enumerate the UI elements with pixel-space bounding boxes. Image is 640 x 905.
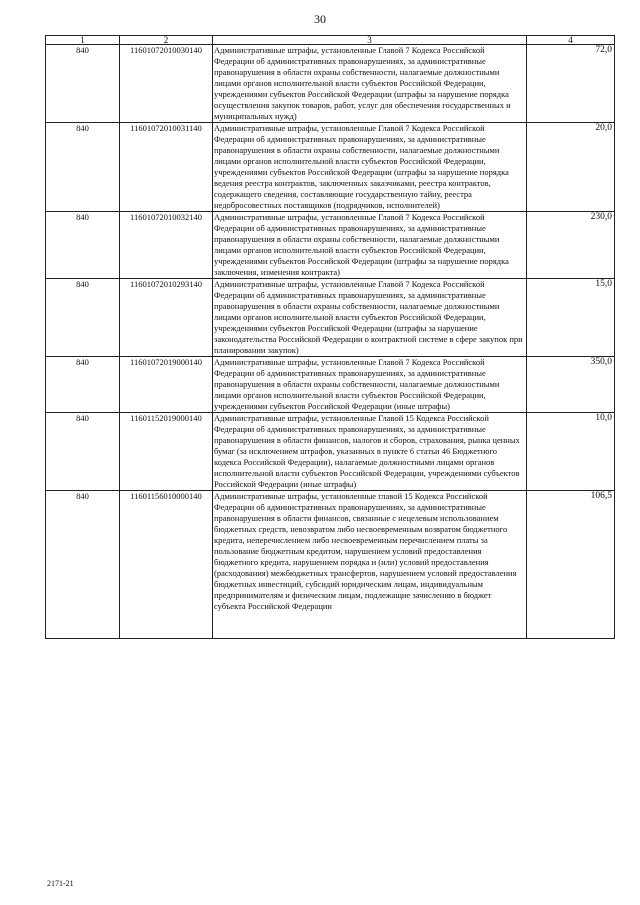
income-name-cell: Административные штрафы, установленные Главой 7 Кодекса Российской Федерации об административных правонарушениях, за административные правонарушения в области охраны собственности, налагаемые должностными лицами органов исполнительной власти субъектов Российской Федерации, учреждениями субъектов Российской Федерации (иные штрафы) xyxy=(213,357,527,413)
table-row xyxy=(46,491,615,639)
amount-cell: 15,0 xyxy=(527,279,615,357)
income-name-cell: Административные штрафы, установленные Главой 7 Кодекса Российской Федерации об административных правонарушениях, за административные правонарушения в области охраны собственности, налагаемые должностными лицами органов исполнительной власти субъектов Российской Федерации, учреждениями субъектов Российской Федерации (штрафы за нарушение порядка ведения реестра контрактов, заключенных заказчиками, реестра контрактов, содержащего сведения, составляющие государственную тайну, реестра недобросовестных поставщиков (подрядчиков, исполнителей) xyxy=(213,123,527,212)
amount-cell: 350,0 xyxy=(527,357,615,413)
admin-code-cell: 840 xyxy=(46,212,120,279)
kbk-code-cell: 11601072010293140 xyxy=(120,279,213,357)
amount-cell: 230,0 xyxy=(527,212,615,279)
table-row xyxy=(46,212,615,279)
admin-code-cell: 840 xyxy=(46,413,120,491)
income-name-cell: Административные штрафы, установленные Главой 15 Кодекса Российской Федерации об административных правонарушениях, за административные правонарушения в области финансов, налогов и сборов, страхования, рынка ценных бумаг (за исключением штрафов, указанных в пункте 6 статьи 46 Бюджетного кодекса Российской Федерации), налагаемые должностными лицами органов исполнительной власти субъектов Российской Федерации, учреждениями субъектов Российской Федерации (иные штрафы) xyxy=(213,413,527,491)
kbk-code-cell: 11601072010030140 xyxy=(120,45,213,123)
table-header-row xyxy=(46,36,615,45)
table-row xyxy=(46,279,615,357)
page-number: 30 xyxy=(314,12,326,26)
admin-code-cell: 840 xyxy=(46,123,120,212)
table-row xyxy=(46,413,615,491)
revenue-table xyxy=(45,35,615,639)
column-header-4: 4 xyxy=(527,36,615,45)
admin-code-cell: 840 xyxy=(46,279,120,357)
column-header-1: 1 xyxy=(46,36,120,45)
table-row xyxy=(46,357,615,413)
document-footer-code: 2171-21 xyxy=(47,879,74,888)
kbk-code-cell: 11601152019000140 xyxy=(120,413,213,491)
table-row xyxy=(46,45,615,123)
column-header-3: 3 xyxy=(213,36,527,45)
kbk-code-cell: 11601156010000140 xyxy=(120,491,213,639)
income-name-cell: Административные штрафы, установленные главой 15 Кодекса Российской Федерации об административных правонарушениях, за административные правонарушения в области финансов, связанные с нецелевым использованием бюджетных средств, невозвратом либо несвоевременным возвратом бюджетного кредита, неперечислением либо несвоевременным перечислением платы за пользование бюджетным кредитом, нарушением условий предоставления бюджетного кредита, нарушением порядка и (или) условий предоставления (расходования) межбюджетных трансфертов, нарушением условий предоставления бюджетных инвестиций, субсидий юридическим лицам, индивидуальным предпринимателям и физическим лицам, подлежащие зачислению в бюджет субъекта Российской Федерации xyxy=(213,491,527,639)
admin-code-cell: 840 xyxy=(46,491,120,639)
amount-cell: 10,0 xyxy=(527,413,615,491)
column-header-2: 2 xyxy=(120,36,213,45)
admin-code-cell: 840 xyxy=(46,45,120,123)
kbk-code-cell: 11601072019000140 xyxy=(120,357,213,413)
income-name-cell: Административные штрафы, установленные Главой 7 Кодекса Российской Федерации об административных правонарушениях, за административные правонарушения в области охраны собственности, налагаемые должностными лицами органов исполнительной власти субъектов Российской Федерации, учреждениями субъектов Российской Федерации (штрафы за нарушение порядка заключения, изменения контракта) xyxy=(213,212,527,279)
kbk-code-cell: 11601072010031140 xyxy=(120,123,213,212)
amount-cell: 20,0 xyxy=(527,123,615,212)
admin-code-cell: 840 xyxy=(46,357,120,413)
income-name-cell: Административные штрафы, установленные Главой 7 Кодекса Российской Федерации об административных правонарушениях, за административные правонарушения в области охраны собственности, налагаемые должностными лицами органов исполнительной власти субъектов Российской Федерации, учреждениями субъектов Российской Федерации (штрафы за нарушение законодательства Российской Федерации о контрактной системе в сфере закупок при планировании закупок) xyxy=(213,279,527,357)
amount-cell: 72,0 xyxy=(527,45,615,123)
table-row xyxy=(46,123,615,212)
amount-cell: 106,5 xyxy=(527,491,615,639)
income-name-cell: Административные штрафы, установленные Главой 7 Кодекса Российской Федерации об административных правонарушениях, за административные правонарушения в области охраны собственности, налагаемые должностными лицами органов исполнительной власти субъектов Российской Федерации, учреждениями субъектов Российской Федерации (штрафы за нарушение порядка осуществления закупок товаров, работ, услуг для обеспечения государственных и муниципальных нужд) xyxy=(213,45,527,123)
kbk-code-cell: 11601072010032140 xyxy=(120,212,213,279)
